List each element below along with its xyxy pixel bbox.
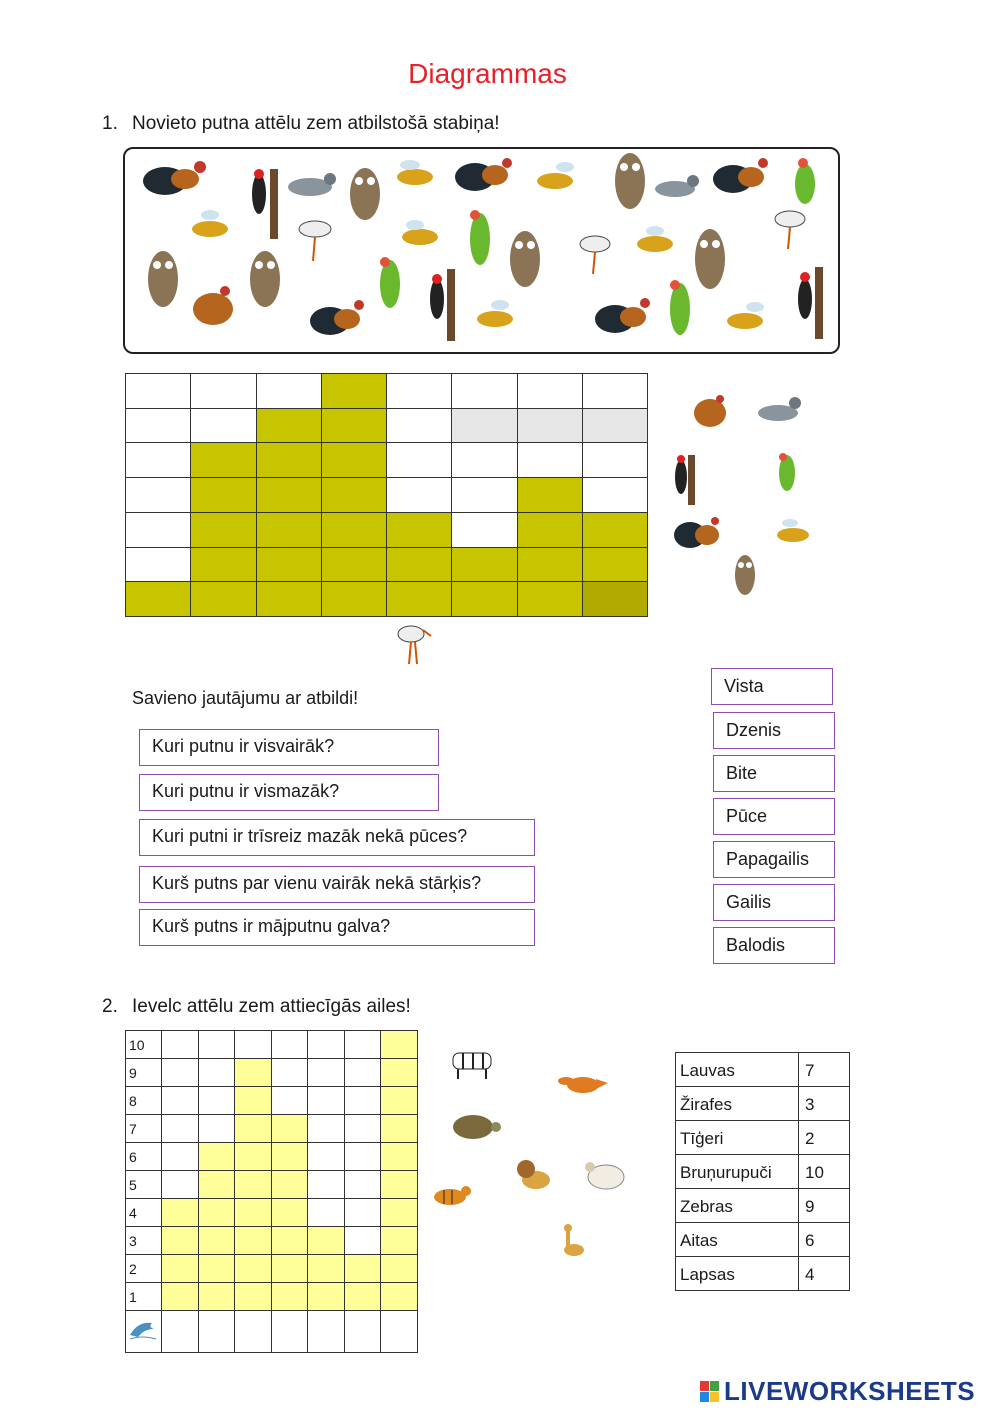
chart2-cell	[234, 1030, 272, 1059]
animal-count-table	[675, 1052, 850, 1291]
chart2-row-label: 7	[125, 1114, 162, 1143]
chart2-row-label: 5	[125, 1170, 162, 1199]
chart1-cell	[190, 373, 256, 409]
answer-box-papagailis[interactable]: Papagailis	[713, 841, 835, 878]
animal-count: 4	[799, 1257, 850, 1291]
chart2-filled-cell	[344, 1254, 382, 1283]
answer-box-puce[interactable]: Pūce	[713, 798, 835, 835]
parrot-icon	[779, 453, 795, 491]
chart1-cell	[451, 512, 517, 548]
task2-number: 2.	[102, 996, 118, 1017]
page-title: Diagrammas	[408, 58, 567, 89]
chart1-filled-cell	[517, 477, 583, 513]
chart2-filled-cell	[234, 1254, 272, 1283]
chart1-cell	[125, 408, 191, 444]
liveworksheets-logo	[700, 1376, 975, 1407]
pigeon-icon	[288, 173, 336, 196]
bee-icon	[777, 519, 809, 542]
chart1-cell	[582, 477, 648, 513]
chart2-filled-cell	[198, 1254, 236, 1283]
owl-icon	[510, 231, 540, 287]
bird-legend-images[interactable]	[665, 385, 835, 600]
chart2-filled-cell	[234, 1282, 272, 1311]
chart2-cell	[307, 1170, 345, 1199]
owl-icon	[735, 555, 755, 595]
chart1-cell	[451, 442, 517, 478]
chart2-filled-cell	[198, 1170, 236, 1199]
chart1-filled-cell	[256, 547, 322, 583]
parrot-icon	[670, 280, 690, 335]
chart2-cell	[344, 1058, 382, 1087]
chart1-filled-cell	[451, 547, 517, 583]
chart1-filled-cell	[256, 477, 322, 513]
chart2-cell	[198, 1310, 236, 1353]
chart2-cell	[161, 1310, 199, 1353]
chart2-row-label: 6	[125, 1142, 162, 1171]
chart2-cell	[307, 1142, 345, 1171]
animal-count: 2	[799, 1121, 850, 1155]
woodpecker-icon	[798, 267, 823, 339]
chart2-cell	[344, 1086, 382, 1115]
animal-name: Žirafes	[676, 1087, 799, 1121]
animal-name: Aitas	[676, 1223, 799, 1257]
chart1-filled-cell	[517, 581, 583, 617]
stork-icon	[299, 221, 331, 261]
chart1-cell	[125, 512, 191, 548]
rooster-icon	[595, 298, 650, 333]
chart2-cell	[161, 1170, 199, 1199]
chart2-row-label: 1	[125, 1282, 162, 1311]
chart1-cell	[582, 408, 648, 444]
chart2-cell	[271, 1058, 309, 1087]
answer-box-gailis[interactable]: Gailis	[713, 884, 835, 921]
chart2-cell	[307, 1058, 345, 1087]
chart2-row-label: 9	[125, 1058, 162, 1087]
chart1-cell	[451, 477, 517, 513]
task2-instruction: Ievelc attēlu zem attiecīgās ailes!	[132, 996, 411, 1017]
chart2-filled-cell	[234, 1226, 272, 1255]
animal-images[interactable]	[428, 1045, 638, 1270]
animal-table-row	[676, 1189, 850, 1223]
rooster-icon	[713, 158, 768, 193]
chart2-filled-cell	[380, 1030, 418, 1059]
chart2-filled-cell	[307, 1226, 345, 1255]
chart1-filled-cell	[190, 477, 256, 513]
chart2-cell	[307, 1086, 345, 1115]
chart2-cell	[307, 1310, 345, 1353]
animal-name: Bruņurupuči	[676, 1155, 799, 1189]
chart2-cell	[161, 1058, 199, 1087]
chart1-filled-cell	[190, 512, 256, 548]
chart2-filled-cell	[271, 1114, 309, 1143]
chart2-cell	[344, 1170, 382, 1199]
chart2-cell	[271, 1310, 309, 1353]
question-box[interactable]: Kuri putni ir trīsreiz mazāk nekā pūces?	[139, 819, 535, 856]
chart1-filled-cell	[321, 547, 387, 583]
chart2-filled-cell	[234, 1086, 272, 1115]
chart2-filled-cell	[380, 1282, 418, 1311]
stork-icon	[775, 211, 805, 249]
chart1-filled-cell	[517, 547, 583, 583]
chart1-filled-cell	[256, 581, 322, 617]
task1-number: 1.	[102, 113, 118, 134]
woodpecker-icon	[252, 169, 278, 239]
dolphin-icon	[128, 1315, 158, 1341]
chart2-cell	[198, 1086, 236, 1115]
animal-table-row	[676, 1053, 850, 1087]
chart2-row-label: 10	[125, 1030, 162, 1059]
animal-table-row	[676, 1155, 850, 1189]
chart1-filled-cell	[256, 512, 322, 548]
parrot-icon	[380, 257, 400, 308]
chart2-filled-cell	[234, 1142, 272, 1171]
chart2-cell	[344, 1198, 382, 1227]
animal-count: 10	[799, 1155, 850, 1189]
chart1-filled-cell	[256, 408, 322, 444]
chart1-filled-cell	[451, 581, 517, 617]
pigeon-icon	[758, 397, 801, 421]
chart1-filled-cell	[190, 547, 256, 583]
question-box[interactable]: Kurš putns ir mājputnu galva?	[139, 909, 535, 946]
animal-count: 7	[799, 1053, 850, 1087]
chart1-filled-cell	[321, 512, 387, 548]
chart2-filled-cell	[161, 1282, 199, 1311]
chart2-filled-cell	[271, 1170, 309, 1199]
chart2-filled-cell	[380, 1142, 418, 1171]
chart2-filled-cell	[198, 1142, 236, 1171]
chart2-filled-cell	[161, 1254, 199, 1283]
chart1-cell	[386, 477, 452, 513]
bee-icon	[637, 226, 673, 252]
chart2-filled-cell	[380, 1226, 418, 1255]
tiger-icon	[434, 1186, 471, 1205]
chart2-filled-cell	[271, 1142, 309, 1171]
chart2-filled-cell	[380, 1170, 418, 1199]
stork-icon	[580, 236, 610, 274]
woodpecker-icon	[675, 455, 695, 505]
chart2-row-label: 4	[125, 1198, 162, 1227]
chart2-cell	[307, 1114, 345, 1143]
owl-icon	[615, 153, 645, 209]
animal-bar-chart	[125, 1030, 417, 1353]
chart1-cell	[190, 408, 256, 444]
chart2-filled-cell	[271, 1254, 309, 1283]
chart2-filled-cell	[271, 1282, 309, 1311]
chart2-filled-cell	[380, 1198, 418, 1227]
bee-icon	[537, 162, 574, 189]
chart2-filled-cell	[380, 1086, 418, 1115]
chart1-filled-cell	[582, 512, 648, 548]
chart1-cell	[125, 547, 191, 583]
chart2-filled-cell	[307, 1282, 345, 1311]
rooster-icon	[455, 158, 512, 191]
chart2-filled-cell	[380, 1114, 418, 1143]
chart2-cell	[161, 1086, 199, 1115]
chart1-cell	[517, 408, 583, 444]
chart1-filled-cell	[517, 512, 583, 548]
animal-name: Tīģeri	[676, 1121, 799, 1155]
bee-icon	[477, 300, 513, 327]
chart1-cell	[125, 477, 191, 513]
chart1-cell	[386, 373, 452, 409]
animal-table-row	[676, 1257, 850, 1291]
chart1-filled-cell	[321, 477, 387, 513]
chart2-cell	[344, 1310, 382, 1353]
task1-instruction: Novieto putna attēlu zem atbilstošā stabiņa!	[132, 113, 500, 134]
chart1-cell	[125, 373, 191, 409]
question-box[interactable]: Kuri putnu ir visvairāk?	[139, 729, 439, 766]
fox-icon	[558, 1077, 608, 1093]
chart2-cell	[161, 1114, 199, 1143]
answer-box-vista[interactable]: Vista	[711, 668, 833, 705]
answer-box-bite[interactable]: Bite	[713, 755, 835, 792]
chart2-filled-cell	[380, 1058, 418, 1087]
question-box[interactable]: Kurš putns par vienu vairāk nekā stārķis?	[139, 866, 535, 903]
chart2-cell	[271, 1030, 309, 1059]
stork-icon[interactable]	[393, 618, 433, 668]
chart2-filled-cell	[344, 1282, 382, 1311]
chart1-cell	[517, 442, 583, 478]
chart1-cell	[125, 442, 191, 478]
rooster-icon	[310, 300, 364, 335]
chart1-cell	[256, 373, 322, 409]
chart1-filled-cell	[386, 512, 452, 548]
chart2-cell	[344, 1030, 382, 1059]
chart2-corner-cell	[125, 1310, 162, 1353]
animal-count: 9	[799, 1189, 850, 1223]
chart2-filled-cell	[161, 1198, 199, 1227]
chart2-filled-cell	[198, 1282, 236, 1311]
question-box[interactable]: Kuri putnu ir vismazāk?	[139, 774, 439, 811]
animal-count: 3	[799, 1087, 850, 1121]
answer-box-dzenis[interactable]: Dzenis	[713, 712, 835, 749]
bee-icon	[397, 160, 433, 185]
chart1-filled-cell	[125, 581, 191, 617]
chart2-filled-cell	[161, 1226, 199, 1255]
chart2-cell	[161, 1030, 199, 1059]
chart1-filled-cell	[321, 373, 387, 409]
chart2-cell	[307, 1030, 345, 1059]
chart1-cell	[386, 408, 452, 444]
woodpecker-icon	[430, 269, 455, 341]
chart2-filled-cell	[234, 1114, 272, 1143]
chart1-cell	[582, 373, 648, 409]
chart1-cell	[451, 408, 517, 444]
parrot-icon	[795, 158, 815, 204]
chart1-cell	[582, 442, 648, 478]
parrot-icon	[470, 210, 490, 265]
chart1-filled-cell	[582, 547, 648, 583]
chart2-cell	[198, 1058, 236, 1087]
chart1-filled-cell	[386, 547, 452, 583]
chart2-filled-cell	[198, 1198, 236, 1227]
chart1-filled-cell	[582, 581, 648, 617]
chart2-cell	[344, 1226, 382, 1255]
zebra-icon	[453, 1053, 491, 1079]
chart1-cell	[451, 373, 517, 409]
chart2-cell	[198, 1114, 236, 1143]
pigeon-icon	[655, 175, 699, 197]
chart1-filled-cell	[256, 442, 322, 478]
liveworksheets-badge-icon	[700, 1381, 720, 1403]
animal-name: Zebras	[676, 1189, 799, 1223]
chart1-filled-cell	[321, 581, 387, 617]
owl-icon	[148, 251, 178, 307]
brand-name: LIVEWORKSHEETS	[724, 1376, 976, 1406]
chart2-filled-cell	[234, 1198, 272, 1227]
chart1-cell	[386, 442, 452, 478]
rooster-icon	[143, 161, 206, 195]
owl-icon	[695, 229, 725, 289]
bird-bar-chart	[125, 373, 647, 616]
chart2-filled-cell	[271, 1198, 309, 1227]
chart2-cell	[380, 1310, 418, 1353]
chart1-cell	[517, 373, 583, 409]
lion-icon	[517, 1160, 550, 1189]
bee-icon	[192, 210, 228, 237]
chart1-filled-cell	[190, 581, 256, 617]
owl-icon	[350, 168, 380, 220]
bird-images-area	[125, 149, 835, 349]
sheep-icon	[585, 1162, 624, 1189]
chart2-filled-cell	[271, 1226, 309, 1255]
chart2-filled-cell	[234, 1170, 272, 1199]
chart2-row-label: 3	[125, 1226, 162, 1255]
bee-icon	[727, 302, 764, 329]
animal-name: Lapsas	[676, 1257, 799, 1291]
chart2-filled-cell	[198, 1226, 236, 1255]
answer-box-balodis[interactable]: Balodis	[713, 927, 835, 964]
chart2-filled-cell	[307, 1254, 345, 1283]
animal-count: 6	[799, 1223, 850, 1257]
rooster-icon	[674, 517, 719, 548]
chart2-filled-cell	[380, 1254, 418, 1283]
owl-icon	[250, 251, 280, 307]
matching-instruction: Savieno jautājumu ar atbildi!	[132, 688, 359, 708]
chart2-cell	[271, 1086, 309, 1115]
animal-table-row	[676, 1223, 850, 1257]
chart1-filled-cell	[321, 442, 387, 478]
chart1-filled-cell	[321, 408, 387, 444]
chart2-cell	[344, 1142, 382, 1171]
giraffe-icon	[564, 1224, 584, 1256]
bee-icon	[402, 220, 438, 245]
chart2-cell	[234, 1310, 272, 1353]
hen-icon	[193, 286, 233, 325]
chart2-cell	[161, 1142, 199, 1171]
animal-name: Lauvas	[676, 1053, 799, 1087]
chart2-cell	[344, 1114, 382, 1143]
chart2-row-label: 8	[125, 1086, 162, 1115]
chart2-filled-cell	[234, 1058, 272, 1087]
chart2-cell	[307, 1198, 345, 1227]
animal-table-row	[676, 1121, 850, 1155]
turtle-icon	[453, 1115, 501, 1139]
chart1-filled-cell	[386, 581, 452, 617]
chart2-row-label: 2	[125, 1254, 162, 1283]
chart1-filled-cell	[190, 442, 256, 478]
animal-table-row	[676, 1087, 850, 1121]
hen-icon	[694, 395, 726, 427]
chart2-cell	[198, 1030, 236, 1059]
